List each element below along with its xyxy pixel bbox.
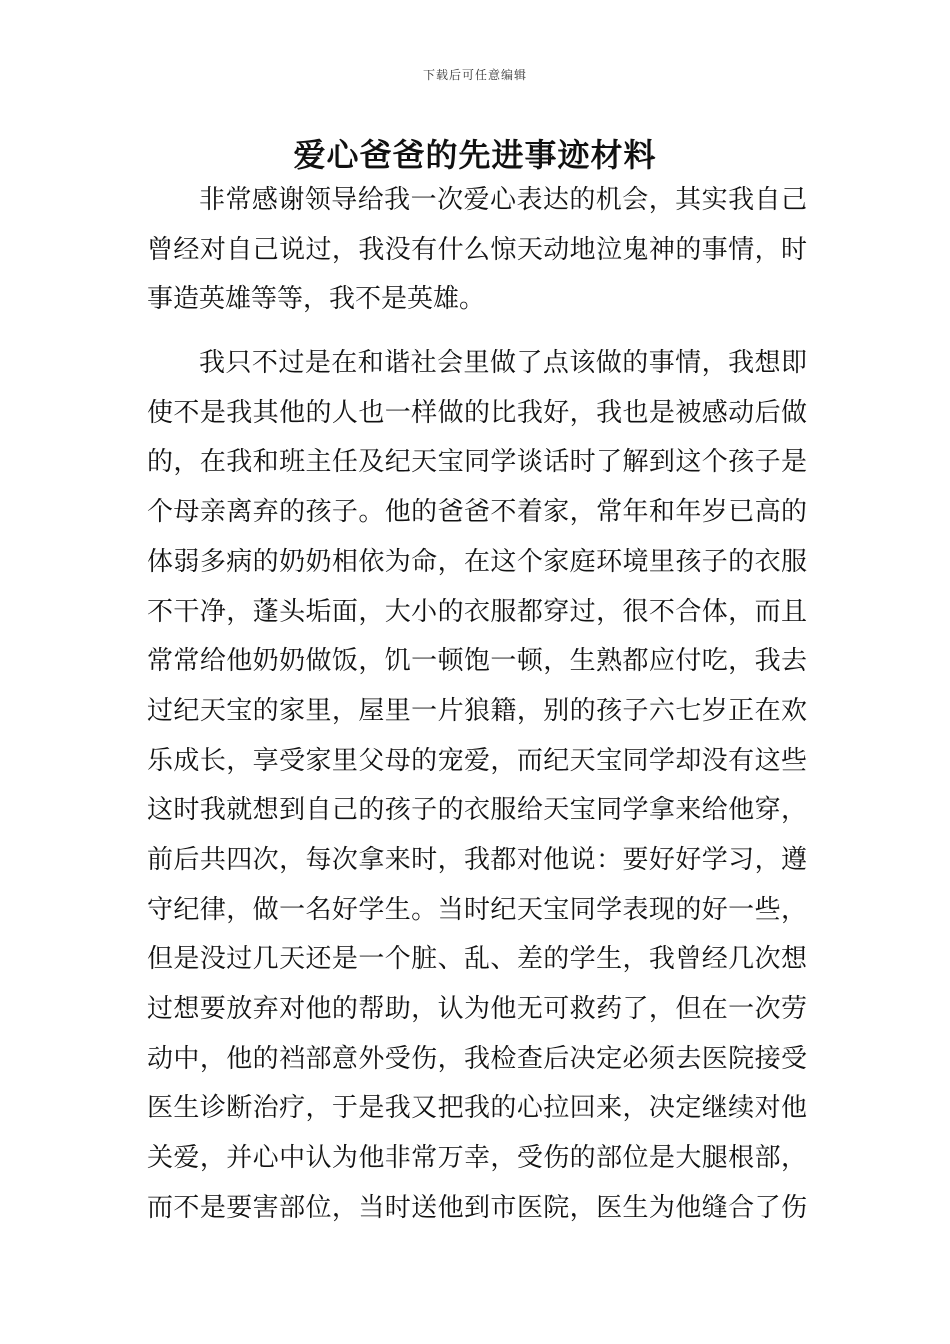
- text-line: 这时我就想到自己的孩子的衣服给天宝同学拿来给他穿，: [147, 795, 807, 826]
- text-line: 关爱，并心中认为他非常万幸，受伤的部位是大腿根部，: [147, 1143, 807, 1174]
- text-line: 曾经对自己说过，我没有什么惊天动地泣鬼神的事情，时: [147, 234, 807, 265]
- text-line: 乐成长，享受家里父母的宠爱，而纪天宝同学却没有这些: [147, 745, 807, 776]
- text-line: 过想要放弃对他的帮助，认为他无可救药了，但在一次劳: [147, 994, 807, 1024]
- document-body: [147, 176, 807, 1333]
- text-line: 我只不过是在和谐社会里做了点该做的事情，我想即: [199, 348, 807, 379]
- text-line: 但是没过几天还是一个脏、乱、差的学生，我曾经几次想: [147, 944, 807, 975]
- text-line: 动中，他的裆部意外受伤，我检查后决定必须去医院接受: [147, 1043, 807, 1074]
- text-line: [147, 1283, 807, 1333]
- text-line: 过纪天宝的家里，屋里一片狼籍，别的孩子六七岁正在欢: [147, 695, 807, 726]
- text-line: 医生诊断治疗，于是我又把我的心拉回来，决定继续对他: [147, 1093, 807, 1124]
- paragraph-spacing: [147, 325, 807, 339]
- text-line: 个母亲离弃的孩子。他的爸爸不着家，常年和年岁已高的: [147, 497, 807, 528]
- document-title: 爱心爸爸的先进事迹材料: [293, 136, 657, 174]
- text-line: 守纪律，做一名好学生。当时纪天宝同学表现的好一些，: [147, 894, 807, 925]
- text-line: 常常给他奶奶做饭，饥一顿饱一顿，生熟都应付吃，我去: [147, 646, 807, 677]
- text-line: 的，在我和班主任及纪天宝同学谈话时了解到这个孩子是: [147, 447, 807, 478]
- text-line: 非常感谢领导给我一次爱心表达的机会，其实我自己: [199, 185, 807, 215]
- text-line: 体弱多病的奶奶相依为命，在这个家庭环境里孩子的衣服: [147, 546, 807, 577]
- text-line: 而不是要害部位，当时送他到市医院，医生为他缝合了伤: [147, 1192, 807, 1223]
- header-note: 下载后可任意编辑: [422, 68, 527, 82]
- paragraph-2: [147, 339, 807, 1333]
- text-line: 使不是我其他的人也一样做的比我好，我也是被感动后做: [147, 397, 807, 428]
- text-line: [147, 1233, 807, 1283]
- paragraph-1: [147, 176, 807, 325]
- text-line: 事造英雄等等，我不是英雄。: [147, 284, 486, 315]
- text-line: 前后共四次，每次拿来时，我都对他说：要好好学习，遵: [147, 844, 807, 875]
- text-line: 不干净，蓬头垢面，大小的衣服都穿过，很不合体，而且: [147, 596, 807, 627]
